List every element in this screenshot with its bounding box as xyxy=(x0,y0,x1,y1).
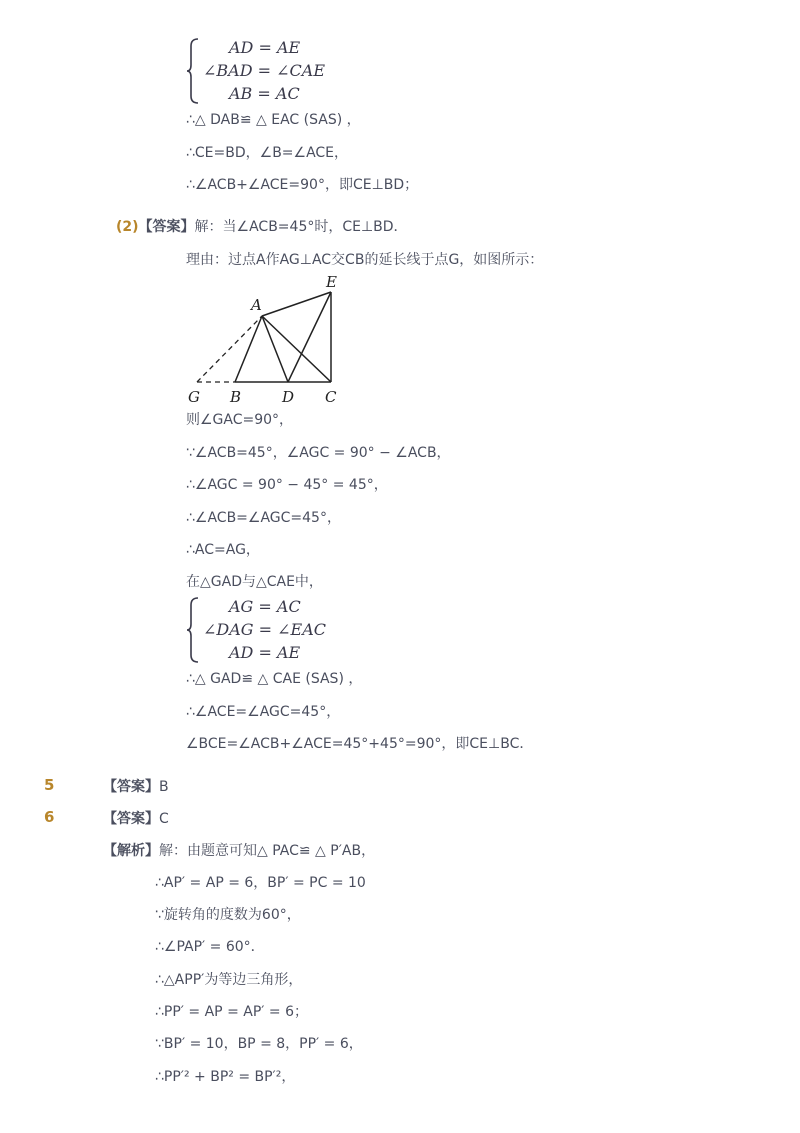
question-number-5: 5 xyxy=(44,776,55,794)
left-brace-icon xyxy=(186,597,200,663)
question-6-answer xyxy=(103,809,169,829)
question-6-answer-text: C xyxy=(159,811,169,827)
left-brace-icon xyxy=(186,38,200,104)
point-label-d: D xyxy=(282,388,295,406)
point-label-a: A xyxy=(251,296,262,314)
segment-ga xyxy=(197,316,262,382)
system-1-row-3: AB = AC xyxy=(229,84,300,103)
analysis-text: 解：由题意可知△ PAC≌ △ P′AB， xyxy=(159,843,376,859)
analysis-tag: 【解析】 xyxy=(103,843,159,859)
analysis-line xyxy=(103,841,375,861)
step-line-4: ∴∠ACB=∠AGC=45°， xyxy=(186,510,341,526)
answer-tag: 【答案】 xyxy=(103,811,159,827)
step-line-9: ∠BCE=∠ACB+∠ACE=45°+45°=90°，即CE⊥BC． xyxy=(186,736,534,752)
system-2-row-3: AD = AE xyxy=(229,643,301,662)
question-5-answer xyxy=(103,777,169,797)
part-2-answer xyxy=(116,217,408,237)
segment-ad xyxy=(262,316,288,382)
analysis-step-6: ∵BP′ = 10，BP = 8，PP′ = 6， xyxy=(155,1036,363,1052)
analysis-step-1: ∴AP′ = AP = 6，BP′ = PC = 10 xyxy=(155,875,366,891)
analysis-step-3: ∴∠PAP′ = 60°． xyxy=(155,939,265,955)
point-label-b: B xyxy=(230,388,242,406)
step-line-1: 则∠GAC=90°， xyxy=(186,412,294,428)
step-line-8: ∴∠ACE=∠AGC=45°， xyxy=(186,704,341,720)
system-2-row-2: ∠DAG = ∠EAC xyxy=(203,620,327,639)
geometry-figure xyxy=(185,272,355,412)
segment-ac xyxy=(262,316,331,382)
reason-line: 理由：过点A作AG⊥AC交CB的延长线于点G，如图所示： xyxy=(186,252,544,268)
analysis-step-4: ∴△APP′为等边三角形， xyxy=(155,972,303,988)
part-2-number: (2) xyxy=(116,219,139,235)
point-label-g: G xyxy=(188,388,200,406)
analysis-step-2: ∵旋转角的度数为60°， xyxy=(155,907,301,923)
analysis-step-5: ∴PP′ = AP = AP′ = 6； xyxy=(155,1004,308,1020)
system-1-row-1: AD = AE xyxy=(229,38,301,57)
congruence-line-1: ∴△ DAB≌ △ EAC (SAS) ， xyxy=(186,112,361,128)
system-2-row-1: AG = AC xyxy=(229,597,301,616)
result-line-2: ∴∠ACB+∠ACE=90°，即CE⊥BD； xyxy=(186,177,419,193)
step-line-3: ∴∠AGC = 90° − 45° = 45°， xyxy=(186,477,388,493)
step-line-2: ∵∠ACB=45°，∠AGC = 90° − ∠ACB， xyxy=(186,445,451,461)
point-label-c: C xyxy=(325,388,337,406)
segment-ab xyxy=(235,316,262,382)
question-number-6: 6 xyxy=(44,808,55,826)
answer-tag: 【答案】 xyxy=(103,779,159,795)
congruence-line-2: ∴△ GAD≌ △ CAE (SAS) ， xyxy=(186,671,363,687)
answer-tag: 【答案】 xyxy=(138,219,195,235)
analysis-step-7: ∴PP′² + BP² = BP′²， xyxy=(155,1069,296,1085)
part-2-answer-text: 解：当∠ACB=45°时，CE⊥BD． xyxy=(194,219,408,235)
step-line-5: ∴AC=AG， xyxy=(186,542,260,558)
result-line-1: ∴CE=BD，∠B=∠ACE， xyxy=(186,145,349,161)
point-label-e: E xyxy=(326,273,337,291)
step-line-6: 在△GAD与△CAE中， xyxy=(186,574,323,590)
system-1-row-2: ∠BAD = ∠CAE xyxy=(203,61,326,80)
question-5-answer-text: B xyxy=(159,779,169,795)
